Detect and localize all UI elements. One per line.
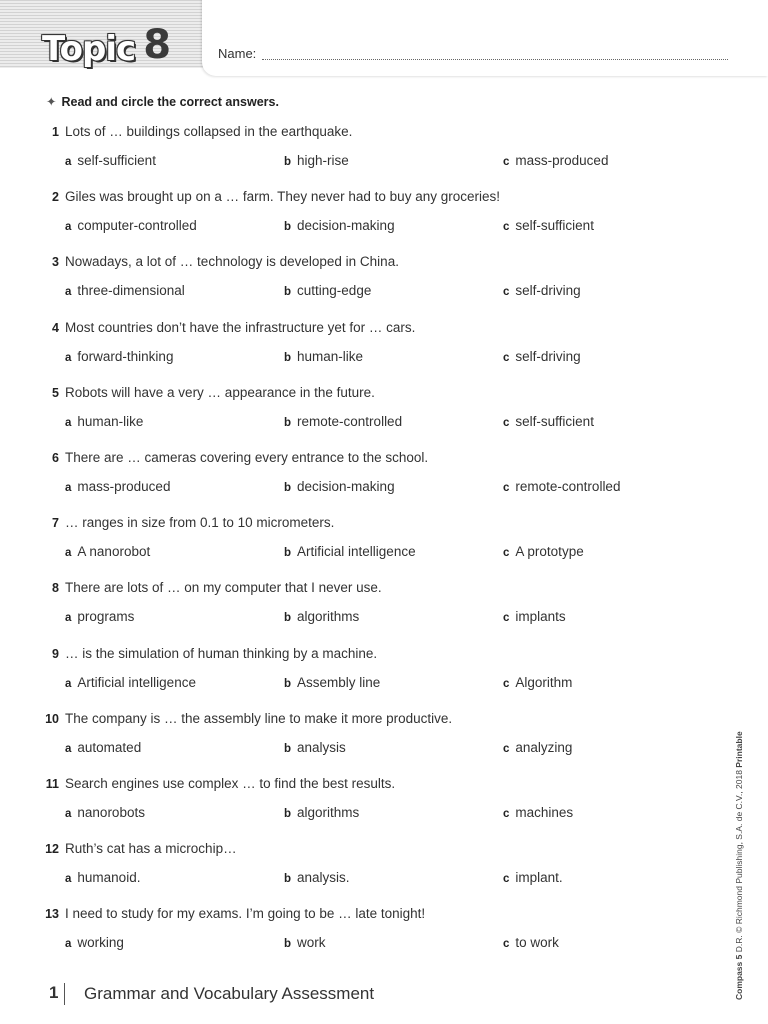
answer-option-c[interactable] [503,740,572,755]
option-letter: a [65,938,72,951]
question-number: 10 [45,711,59,726]
question-item [0,906,700,956]
answer-option-b[interactable] [284,153,349,168]
question-stem: … is the simulation of human thinking by a machine. [65,645,378,661]
option-text: forward-thinking [77,348,174,364]
option-letter: b [284,938,292,951]
topic-number: 8 [143,22,171,68]
option-letter: b [284,416,292,429]
option-letter: b [284,482,292,494]
question-item [0,646,700,696]
question-stem: Lots of … buildings collapsed in the earthquake. [65,124,353,139]
option-letter: b [284,286,292,299]
question-number: 6 [52,451,59,465]
option-text: self-sufficient [77,153,156,168]
option-text: to work [515,935,559,951]
answer-option-b[interactable] [284,675,380,690]
answer-option-a[interactable] [65,479,170,494]
answer-option-a[interactable] [65,870,140,885]
answer-option-c[interactable] [503,805,573,820]
footer-divider [64,983,65,1005]
answer-option-c[interactable] [503,153,608,168]
star-icon: ✦ [46,95,57,109]
option-letter: a [65,156,72,168]
answer-option-c[interactable] [503,609,566,624]
answer-option-a[interactable] [65,675,196,690]
answer-option-c[interactable] [503,544,584,559]
option-text: implant. [515,870,563,886]
option-letter: a [65,351,72,364]
instruction-text: Read and circle the correct answers. [61,95,279,109]
option-text: work [297,935,326,951]
option-letter: a [65,677,72,690]
option-text: Artificial intelligence [297,544,416,560]
option-letter: b [284,351,292,364]
option-text: programs [77,609,135,625]
answer-option-c[interactable] [503,283,581,298]
question-item [0,580,700,630]
option-letter: c [503,351,510,364]
option-letter: b [284,612,292,625]
option-text: algorithms [297,609,360,625]
question-stem: Ruth’s cat has a microchip… [65,841,237,857]
option-text: high-rise [297,153,349,168]
option-text: human-like [77,413,144,429]
question-number: 5 [52,385,59,400]
answer-option-b[interactable] [284,870,350,885]
question-item [0,320,700,370]
option-letter: c [503,677,510,690]
option-text: mass-produced [77,479,171,494]
question-stem: There are lots of … on my computer that I never use. [65,580,382,596]
question-item [0,711,700,761]
option-letter: c [503,156,510,168]
question-number: 13 [45,907,59,922]
option-letter: b [284,547,292,560]
option-text: remote-controlled [297,413,403,429]
copyright: D.R. © Richmond Publishing, S.A. de C.V., 2018 [734,770,744,953]
topic-title [42,24,170,70]
option-letter: b [284,156,292,168]
answer-option-b[interactable] [284,740,346,755]
copyright-side-text [734,731,744,1000]
option-letter: c [503,416,510,429]
answer-option-b[interactable] [284,609,359,624]
option-text: Algorithm [515,674,573,690]
answer-option-a[interactable] [65,935,124,950]
option-text: self-sufficient [515,413,594,429]
option-text: three-dimensional [77,283,185,299]
answer-option-a[interactable] [65,740,141,755]
answer-option-b[interactable] [284,349,363,364]
answer-option-a[interactable] [65,414,143,429]
answer-option-c[interactable] [503,479,620,494]
option-text: humanoid. [77,870,141,886]
answer-option-a[interactable] [65,609,134,624]
option-letter: c [503,612,510,625]
option-text: machines [515,805,574,820]
option-text: nanorobots [77,805,145,820]
option-text: remote-controlled [515,479,621,494]
option-text: Artificial intelligence [77,674,196,690]
footer-title: Grammar and Vocabulary Assessment [84,984,375,1003]
option-text: analyzing [515,739,573,755]
option-letter: a [65,547,72,560]
option-text: decision-making [297,218,395,234]
question-number: 1 [52,125,59,139]
option-text: A prototype [515,544,584,560]
question-stem: Search engines use complex … to find the best results. [65,776,396,791]
question-stem: The company is … the assembly line to make it more productive. [65,710,453,726]
option-letter: c [503,547,510,560]
question-item [0,124,700,174]
series-name: Compass 5 [734,954,744,1000]
question-stem: Most countries don’t have the infrastructure yet for … cars. [65,319,416,335]
option-text: mass-produced [515,153,609,168]
answer-option-b[interactable] [284,805,359,820]
option-text: self-sufficient [515,218,594,234]
question-number: 8 [52,581,59,596]
answer-option-b[interactable] [284,544,416,559]
option-letter: a [65,286,72,299]
option-text: self-driving [515,283,581,299]
answer-option-b[interactable] [284,935,326,950]
option-letter: b [284,873,292,886]
answer-option-c[interactable] [503,870,563,885]
option-letter: c [503,286,510,299]
option-text: analysis [297,739,346,755]
answer-option-b[interactable] [284,283,371,298]
answer-option-b[interactable] [284,414,402,429]
option-letter: a [65,808,72,820]
answer-option-a[interactable] [65,349,173,364]
question-number: 3 [52,255,59,270]
answer-option-b[interactable] [284,218,395,233]
option-letter: a [65,416,72,429]
option-letter: a [65,873,72,886]
answer-option-c[interactable] [503,414,594,429]
option-letter: b [284,808,292,820]
question-stem: I need to study for my exams. I’m going to be … late tonight! [65,906,426,922]
question-number: 7 [52,516,59,531]
answer-option-c[interactable] [503,935,559,950]
option-text: decision-making [297,479,395,494]
option-text: A nanorobot [77,544,151,560]
instruction [46,94,279,109]
option-text: algorithms [297,805,360,820]
question-number: 4 [52,320,59,335]
answer-option-a[interactable] [65,544,150,559]
option-text: self-driving [515,348,581,364]
option-letter: a [65,221,72,234]
question-item [0,385,700,435]
question-stem: There are … cameras covering every entrance to the school. [65,450,429,465]
option-letter: c [503,873,510,886]
question-item [0,450,700,500]
option-letter: c [503,482,510,494]
option-text: implants [515,609,566,625]
question-stem: Nowadays, a lot of … technology is developed in China. [65,254,399,270]
option-text: Assembly line [297,674,381,690]
answer-option-a[interactable] [65,283,185,298]
option-text: human-like [297,348,364,364]
answer-option-b[interactable] [284,479,395,494]
topic-word: Topic [42,29,136,69]
question-stem: … ranges in size from 0.1 to 10 micrometers. [65,515,335,531]
answer-option-a[interactable] [65,805,145,820]
option-text: analysis. [297,870,350,886]
option-letter: c [503,742,510,755]
option-letter: c [503,938,510,951]
question-number: 9 [52,646,59,661]
printable-label: Printable [734,731,744,768]
answer-option-c[interactable] [503,218,594,233]
answer-option-a[interactable] [65,218,197,233]
option-letter: b [284,221,292,234]
page-number: 1 [49,983,59,1002]
question-item [0,189,700,239]
question-item [0,515,700,565]
option-text: working [77,935,124,951]
answer-option-c[interactable] [503,675,572,690]
name-panel [202,0,768,76]
option-letter: b [284,677,292,690]
question-number: 2 [52,190,59,205]
question-stem: Robots will have a very … appearance in the future. [65,384,375,400]
name-field-line[interactable] [262,59,728,60]
name-label: Name: [218,46,257,61]
option-text: computer-controlled [77,218,197,234]
option-letter: a [65,482,72,494]
answer-option-c[interactable] [503,349,581,364]
question-number: 11 [45,777,59,791]
question-item [0,841,700,891]
question-number: 12 [45,842,59,857]
option-letter: a [65,742,72,755]
question-item [0,776,700,826]
option-letter: c [503,221,510,234]
question-item [0,254,700,304]
option-text: automated [77,739,142,755]
question-stem: Giles was brought up on a … farm. They never had to buy any groceries! [65,189,500,205]
option-letter: a [65,612,72,625]
option-letter: b [284,742,292,755]
answer-option-a[interactable] [65,153,156,168]
option-text: cutting-edge [297,283,372,299]
option-letter: c [503,808,510,820]
